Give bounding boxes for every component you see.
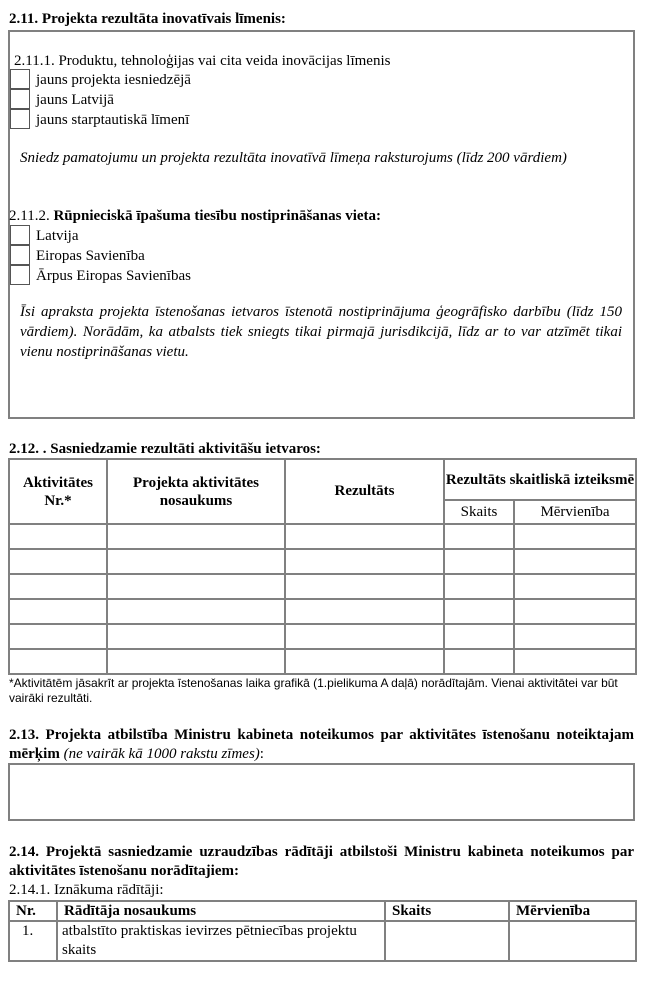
checkbox-eu[interactable] bbox=[10, 245, 30, 265]
col-indicator-unit: Mērvienība bbox=[509, 901, 636, 921]
table-row bbox=[9, 624, 636, 649]
table-row bbox=[9, 649, 636, 674]
indicator-nr: 1. bbox=[9, 921, 57, 961]
indicator-name: atbalstīto praktiskas ievirzes pētniecības projektu skaits bbox=[57, 921, 385, 961]
option-new-international: jauns starptautiskā līmenī bbox=[36, 112, 190, 128]
section-2-13-title: 2.13. Projekta atbilstība Ministru kabineta noteikumos par aktivitātes īstenošanu noteiktajam mērķim bbox=[9, 727, 634, 762]
col-indicator-name: Rādītāja nosaukums bbox=[57, 901, 385, 921]
checkbox-outside-eu[interactable] bbox=[10, 265, 30, 285]
innovation-justification-hint: Sniedz pamatojumu un projekta rezultāta inovatīvā līmeņa raksturojums (līdz 200 vārdiem) bbox=[20, 150, 567, 166]
col-unit: Mērvienība bbox=[514, 500, 636, 524]
table-row bbox=[9, 549, 636, 574]
activity-footnote: *Aktivitātēm jāsakrīt ar projekta īstenošanas laika grafikā (1.pielikuma A daļā) norādītajām. Vienai aktivitātei var būt vairāki rezultāti. bbox=[9, 676, 618, 705]
output-indicators-title: 2.14.1. Iznākuma rādītāji: bbox=[9, 882, 164, 898]
activity-results-table bbox=[8, 458, 637, 675]
col-count: Skaits bbox=[444, 500, 514, 524]
ip-location-title bbox=[9, 207, 381, 225]
table-row bbox=[9, 524, 636, 549]
option-new-in-applicant: jauns projekta iesniedzējā bbox=[36, 72, 191, 88]
section-2-13-hint: (ne vairāk kā 1000 rakstu zīmes) bbox=[63, 746, 260, 762]
col-indicator-count: Skaits bbox=[385, 901, 509, 921]
checkbox-new-in-latvia[interactable] bbox=[10, 89, 30, 109]
option-new-in-latvia: jauns Latvijā bbox=[36, 92, 114, 108]
checkbox-latvia[interactable] bbox=[10, 225, 30, 245]
col-activity-nr: Aktivitātes Nr.* bbox=[9, 459, 107, 524]
innovation-level-title: 2.11.1. Produktu, tehnoloģijas vai cita veida inovācijas līmenis bbox=[14, 53, 391, 69]
col-result-numeric: Rezultāts skaitliskā izteiksmē bbox=[444, 459, 636, 500]
section-2-13-heading: 2.13. Projekta atbilstība Ministru kabineta noteikumos par aktivitātes īstenošanu noteiktajam mērķim (ne vairāk kā 1000 rakstu zīmes): bbox=[9, 727, 634, 762]
section-2-11-heading: 2.11. Projekta rezultāta inovatīvais līmenis: bbox=[9, 11, 286, 27]
objective-compliance-textarea[interactable] bbox=[8, 763, 635, 821]
ip-location-number: 2.11.2. bbox=[9, 208, 50, 224]
output-indicators-table bbox=[8, 900, 637, 962]
section-2-14-heading: 2.14. Projektā sasniedzamie uzraudzības rādītāji atbilstoši Ministru kabineta noteikumos par aktivitātes īstenošanu norādītajiem: bbox=[9, 844, 634, 879]
checkbox-new-international[interactable] bbox=[10, 109, 30, 129]
indicator-unit-cell[interactable] bbox=[509, 921, 636, 961]
indicator-count-cell[interactable] bbox=[385, 921, 509, 961]
checkbox-new-in-applicant[interactable] bbox=[10, 69, 30, 89]
option-latvia: Latvija bbox=[36, 228, 79, 244]
table-row bbox=[9, 921, 636, 961]
table-row bbox=[9, 599, 636, 624]
ip-geography-hint: Īsi apraksta projekta īstenošanas ietvaros īstenotā nostiprinājuma ģeogrāfisko darbību (līdz 150 vārdiem). Norādām, ka atbalsts tiek sniegts tikai pirmajā jurisdikcijā, līdz ar to var atzīmēt tikai vienu nostiprināšanas vietu. bbox=[20, 304, 622, 360]
col-indicator-nr: Nr. bbox=[9, 901, 57, 921]
ip-location-label: Rūpnieciskā īpašuma tiesību nostiprināšanas vieta: bbox=[53, 208, 382, 224]
col-result: Rezultāts bbox=[285, 459, 444, 524]
option-eu: Eiropas Savienība bbox=[36, 248, 145, 264]
section-2-12-heading: 2.12. . Sasniedzamie rezultāti aktivitāšu ietvaros: bbox=[9, 441, 321, 457]
table-row bbox=[9, 574, 636, 599]
option-outside-eu: Ārpus Eiropas Savienības bbox=[36, 268, 191, 284]
col-activity-name: Projekta aktivitātes nosaukums bbox=[107, 459, 285, 524]
